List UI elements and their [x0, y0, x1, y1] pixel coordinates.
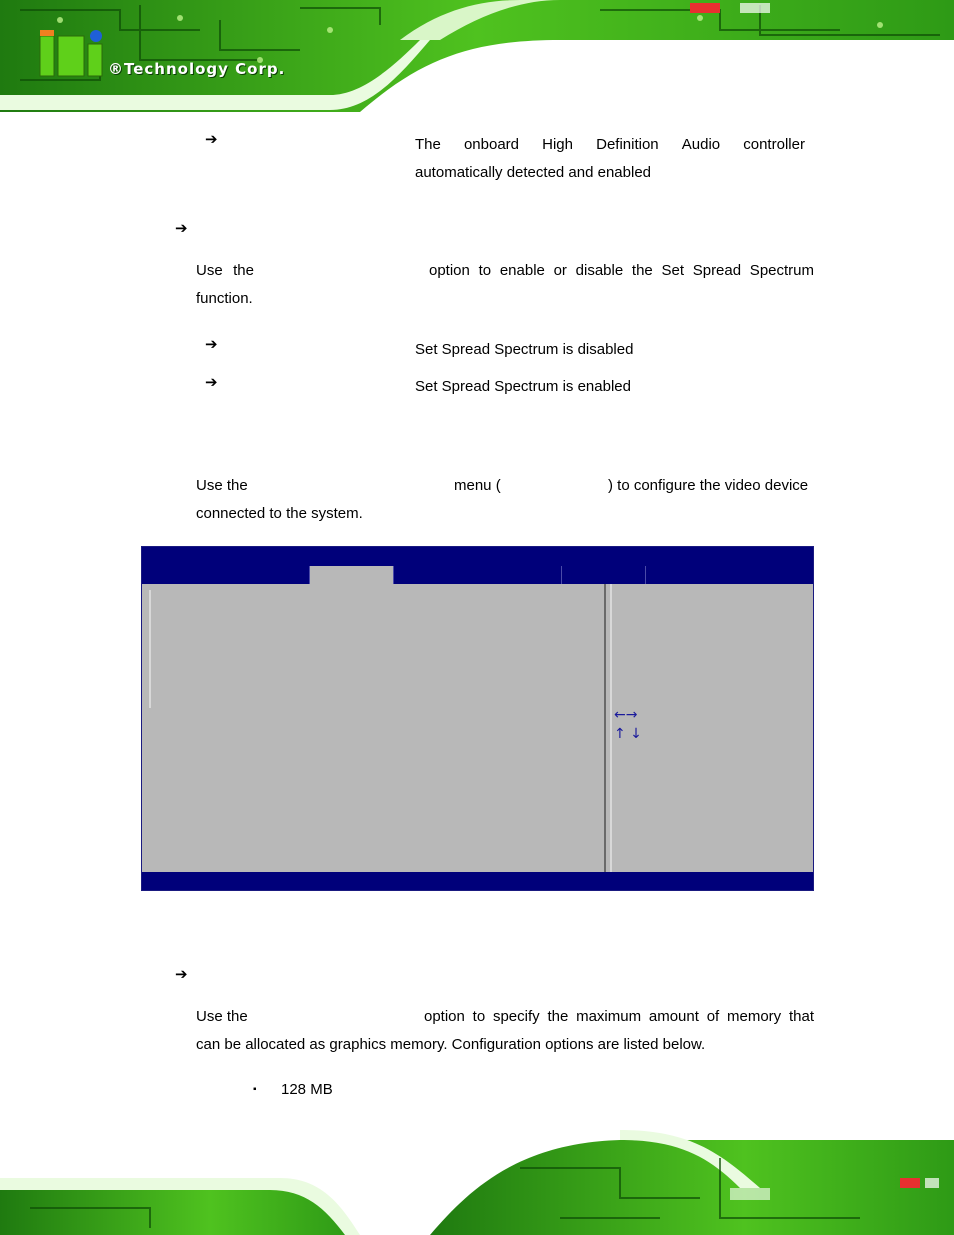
bios-help-pane — [610, 584, 815, 872]
word: Definition — [596, 136, 659, 153]
option-disabled-description: Set Spread Spectrum is disabled — [415, 341, 634, 358]
option-auto-description — [415, 131, 805, 187]
spread-line-1-right: option to enable or disable the Set Spread Spectrum — [429, 262, 814, 279]
bios-tab-active[interactable] — [310, 566, 394, 584]
description-line-1 — [415, 131, 805, 159]
page-header — [0, 0, 954, 112]
section-arrow-spread: ➔ — [175, 219, 188, 237]
word: Audio — [681, 136, 721, 153]
bios-pane-divider — [604, 584, 606, 872]
bullet-icon: ▪ — [253, 1084, 257, 1095]
description-line-2: automatically detected and enabled — [415, 164, 652, 181]
video-paragraph — [196, 472, 814, 528]
spread-line-2: function. — [196, 290, 253, 307]
bios-scroll-edge — [149, 590, 151, 708]
bios-status-bar — [142, 872, 813, 890]
use-the: Use the — [196, 262, 254, 279]
word: onboard — [463, 136, 520, 153]
video-menu-open: menu ( — [454, 477, 501, 494]
video-line-2: connected to the system. — [196, 505, 363, 522]
spread-line-1 — [196, 257, 814, 285]
bios-tab-3[interactable] — [394, 566, 562, 584]
bios-tab-1[interactable] — [142, 566, 310, 584]
option-arrow-disabled: ➔ — [205, 335, 218, 353]
video-use-the: Use the — [196, 477, 248, 494]
spread-paragraph — [196, 257, 814, 313]
word: High — [542, 136, 573, 153]
bios-tab-4[interactable] — [562, 566, 646, 584]
nav-up-down-icon: ↑ ↓ — [614, 726, 642, 742]
word: controller — [743, 136, 805, 153]
bios-settings-pane — [142, 584, 604, 872]
video-menu-close: ) to configure the video device — [608, 477, 809, 494]
option-arrow-enabled: ➔ — [205, 373, 218, 391]
memory-line-2: can be allocated as graphics memory. Configuration options are listed below. — [196, 1036, 706, 1053]
option-arrow-auto: ➔ — [205, 130, 218, 148]
nav-left-right-icon: ←→ — [614, 707, 638, 723]
bios-screen — [141, 546, 814, 891]
memory-line-1 — [196, 1003, 814, 1031]
company-name: ®Technology Corp. — [108, 60, 286, 78]
bios-title-bar — [142, 547, 813, 566]
video-line-1 — [196, 472, 814, 500]
page-footer — [0, 1128, 954, 1235]
memory-option-128mb: 128 MB — [281, 1081, 333, 1098]
memory-paragraph — [196, 1003, 814, 1059]
circuit-board-footer — [0, 1128, 954, 1235]
section-arrow-memory: ➔ — [175, 965, 188, 983]
bios-tab-5[interactable] — [646, 566, 813, 584]
option-enabled-description: Set Spread Spectrum is enabled — [415, 378, 631, 395]
memory-line-1-right: option to specify the maximum amount of memory that — [424, 1008, 814, 1025]
word: The — [415, 136, 441, 153]
bios-menu-bar — [142, 566, 813, 584]
memory-use-the: Use the — [196, 1008, 248, 1025]
circuit-board-banner — [0, 0, 954, 112]
